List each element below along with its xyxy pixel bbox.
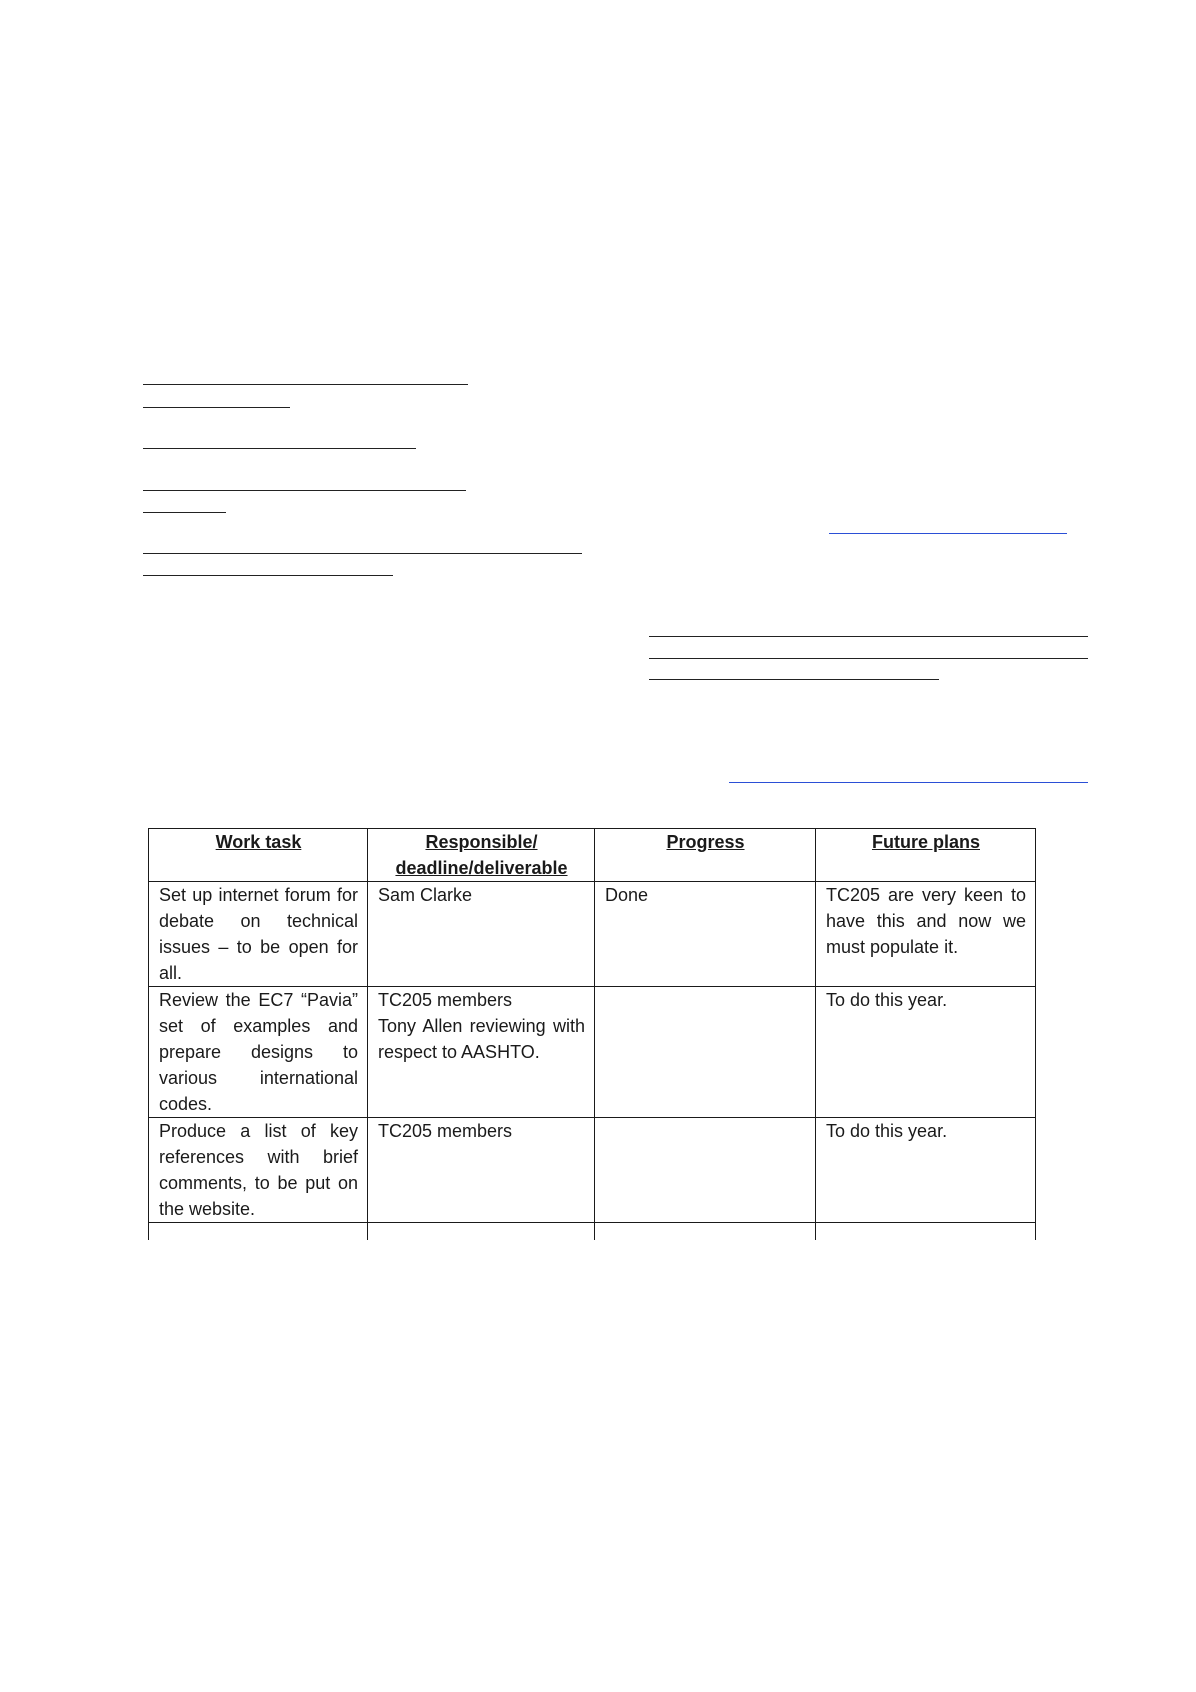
cell-future: To do this year. [816, 987, 1036, 1118]
cell-future: To do this year. [816, 1118, 1036, 1223]
redacted-line [649, 658, 1088, 659]
table-row [149, 882, 1036, 987]
responsible-line: Tony Allen reviewing with respect to AASHTO. [378, 1016, 585, 1062]
cell-task: Set up internet forum for debate on technical issues – to be open for all. [149, 882, 368, 987]
header-progress: Progress [595, 829, 816, 882]
cell-progress [595, 1118, 816, 1223]
redacted-line [649, 636, 1088, 637]
cell-empty [368, 1223, 595, 1241]
work-task-table [148, 828, 1036, 1240]
redacted-line [143, 512, 226, 513]
redacted-line [143, 448, 416, 449]
header-work-task: Work task [149, 829, 368, 882]
table-header-row [149, 829, 1036, 882]
header-responsible: Responsible/ deadline/deliverable [368, 829, 595, 882]
table-row-empty [149, 1223, 1036, 1241]
cell-empty [595, 1223, 816, 1241]
redacted-line [143, 407, 290, 408]
cell-empty [816, 1223, 1036, 1241]
cell-empty [149, 1223, 368, 1241]
cell-responsible [368, 987, 595, 1118]
redacted-line [143, 490, 466, 491]
redacted-link-line [829, 533, 1067, 534]
table-row [149, 987, 1036, 1118]
redacted-line [649, 679, 939, 680]
redacted-line [143, 384, 468, 385]
cell-responsible: Sam Clarke [368, 882, 595, 987]
responsible-line: TC205 members [378, 990, 513, 1010]
cell-task: Review the EC7 “Pavia” set of examples and prepare designs to various international codes. [149, 987, 368, 1118]
redacted-line [143, 575, 393, 576]
cell-progress: Done [595, 882, 816, 987]
header-future-plans: Future plans [816, 829, 1036, 882]
redacted-line [143, 553, 582, 554]
table-row [149, 1118, 1036, 1223]
cell-responsible: TC205 members [368, 1118, 595, 1223]
cell-task: Produce a list of key references with brief comments, to be put on the website. [149, 1118, 368, 1223]
redacted-link-line [729, 782, 1088, 783]
cell-future: TC205 are very keen to have this and now we must populate it. [816, 882, 1036, 987]
cell-progress [595, 987, 816, 1118]
